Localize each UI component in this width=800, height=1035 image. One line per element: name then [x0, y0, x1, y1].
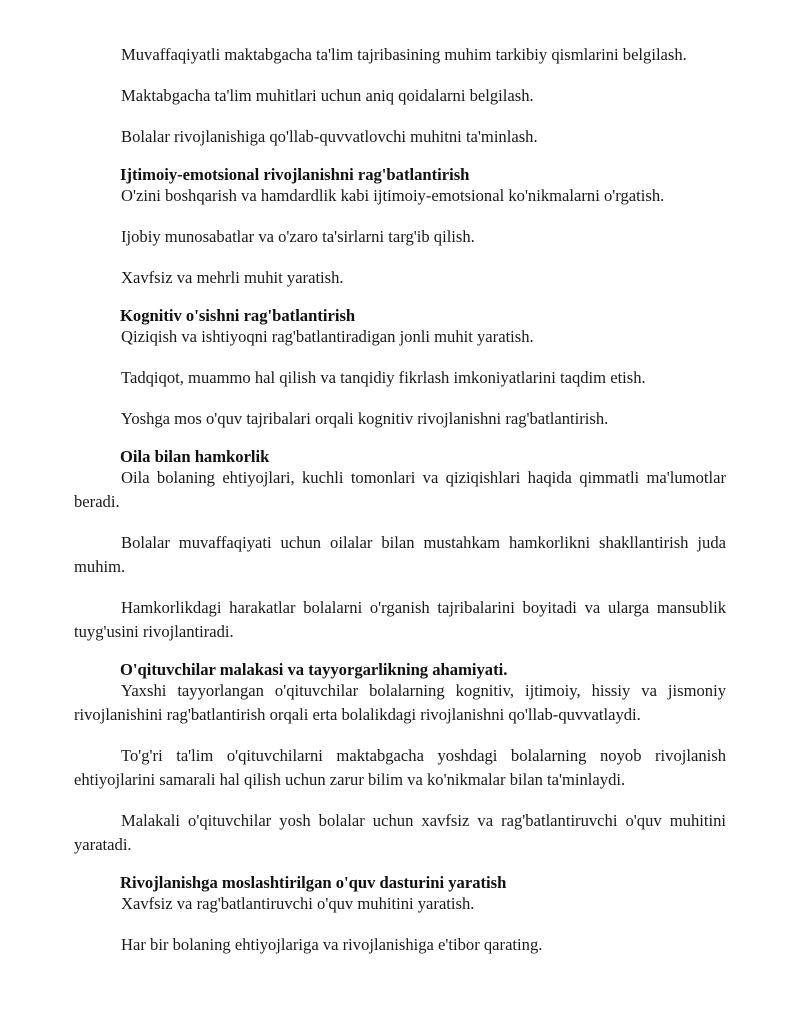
intro-paragraph-2: Maktabgacha ta'lim muhitlari uchun aniq qoidalarni belgilash. [121, 86, 534, 105]
intro-paragraph-1: Muvaffaqiyatli maktabgacha ta'lim tajribasining muhim tarkibiy qismlarini belgilash. [121, 45, 687, 64]
section-paragraph: Tadqiqot, muammo hal qilish va tanqidiy fikrlash imkoniyatlarini taqdim etish. [121, 368, 646, 387]
section-paragraph: Oila bolaning ehtiyojlari, kuchli tomonlari va qiziqishlari haqida qimmatli ma'lumotlar beradi. [74, 468, 726, 511]
section-teacher-qualification [74, 661, 726, 857]
section-curriculum [74, 874, 726, 957]
section-paragraph: Har bir bolaning ehtiyojlariga va rivojlanishiga e'tibor qarating. [121, 935, 543, 954]
section-paragraph: Bolalar muvaffaqiyati uchun oilalar bilan mustahkam hamkorlikni shakllantirish juda muhim. [74, 533, 726, 576]
section-paragraph: Yaxshi tayyorlangan o'qituvchilar bolalarning kognitiv, ijtimoiy, hissiy va jismoniy rivojlanishini rag'batlantirish orqali erta bolalikdagi rivojlanishni qo'llab-quvvatlaydi. [74, 681, 726, 724]
section-paragraph: Qiziqish va ishtiyoqni rag'batlantiradigan jonli muhit yaratish. [121, 327, 534, 346]
section-heading: Oila bilan hamkorlik [120, 447, 270, 466]
section-heading: Ijtimoiy-emotsional rivojlanishni rag'batlantirish [120, 165, 470, 184]
section-paragraph: Malakali o'qituvchilar yosh bolalar uchun xavfsiz va rag'batlantiruvchi o'quv muhitini yaratadi. [74, 811, 726, 854]
section-paragraph: O'zini boshqarish va hamdardlik kabi ijtimoiy-emotsional ko'nikmalarni o'rgatish. [121, 186, 665, 205]
section-paragraph: Xavfsiz va mehrli muhit yaratish. [121, 268, 344, 287]
section-paragraph: Ijobiy munosabatlar va o'zaro ta'sirlarni targ'ib qilish. [121, 227, 475, 246]
intro-paragraph-3: Bolalar rivojlanishiga qo'llab-quvvatlovchi muhitni ta'minlash. [121, 127, 538, 146]
section-heading: Kognitiv o'sishni rag'batlantirish [120, 306, 356, 325]
section-paragraph: Hamkorlikdagi harakatlar bolalarni o'rganish tajribalarini boyitadi va ularga mansublik tuyg'usini rivojlantiradi. [74, 598, 726, 641]
document-page [74, 43, 726, 974]
section-paragraph: Yoshga mos o'quv tajribalari orqali kognitiv rivojlanishni rag'batlantirish. [121, 409, 609, 428]
section-heading: O'qituvchilar malakasi va tayyorgarlikning ahamiyati. [120, 660, 508, 679]
section-paragraph: Xavfsiz va rag'batlantiruvchi o'quv muhitini yaratish. [121, 894, 475, 913]
section-family-cooperation [74, 448, 726, 644]
section-paragraph: To'g'ri ta'lim o'qituvchilarni maktabgacha yoshdagi bolalarning noyob rivojlanish ehtiyojlarini samarali hal qilish uchun zarur bilim va ko'nikmalar bilan ta'minlaydi. [74, 746, 726, 789]
section-cognitive-growth [74, 307, 726, 431]
section-heading: Rivojlanishga moslashtirilgan o'quv dasturini yaratish [120, 873, 507, 892]
section-social-emotional [74, 166, 726, 290]
